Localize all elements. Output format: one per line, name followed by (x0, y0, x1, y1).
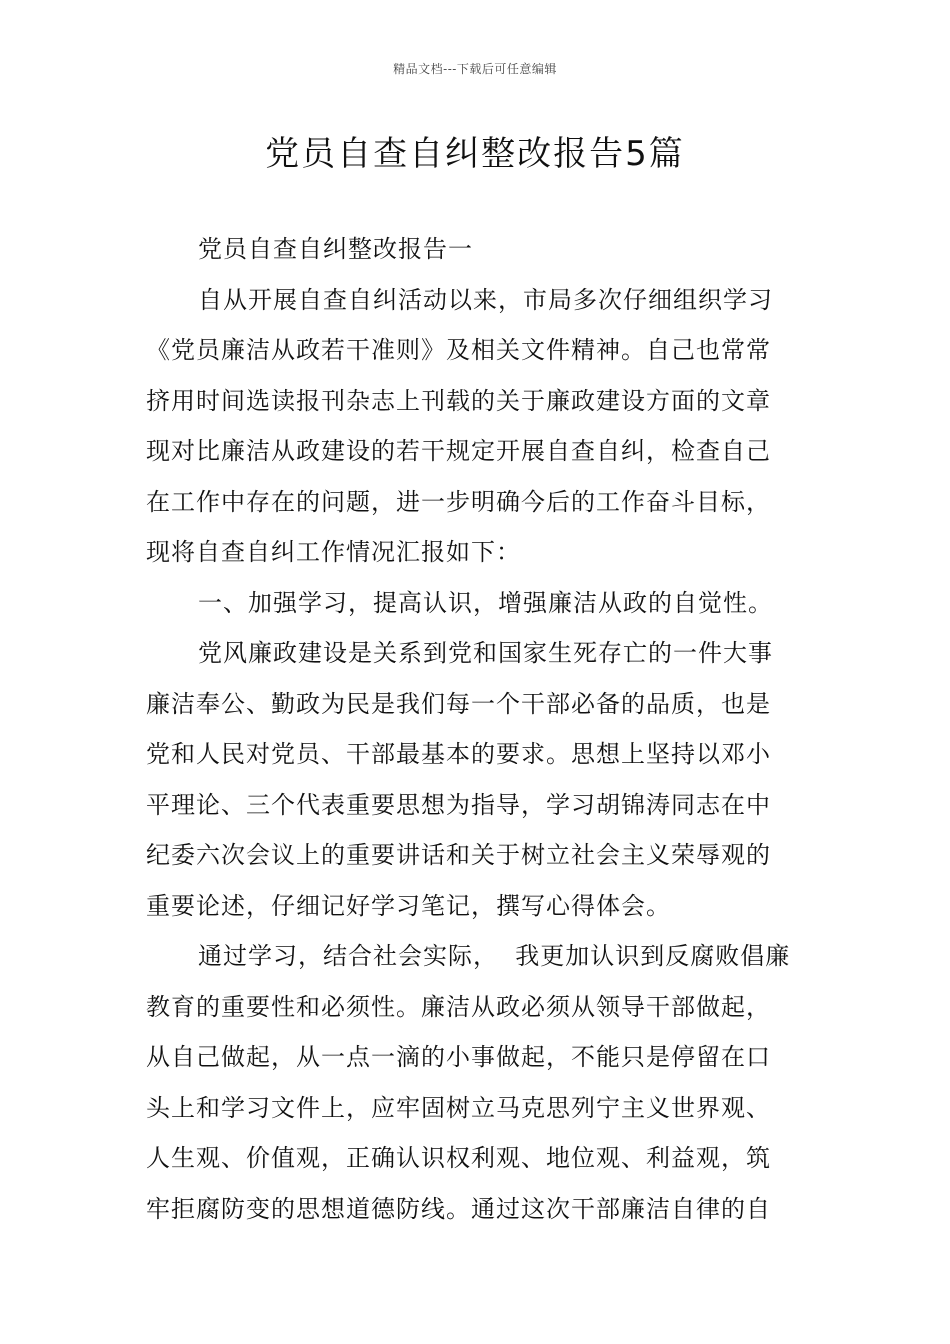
body-line: 头上和学习文件上，应牢固树立马克思列宁主义世界观、 (146, 1093, 771, 1122)
header-note: 精品文档---下载后可任意编辑 (393, 62, 557, 76)
section-heading: 党员自查自纠整改报告一 (198, 235, 473, 263)
body-line: 自从开展自查自纠活动以来，市局多次仔细组织学习 (198, 285, 773, 314)
body-line: 通过学习，结合社会实际， 我更加认识到反腐败倡廉 (198, 942, 791, 970)
body-line: 现将自查自纠工作情况汇报如下： (146, 538, 521, 566)
body-line: 纪委六次会议上的重要讲话和关于树立社会主义荣辱观的 (146, 841, 771, 869)
body-line: 教育的重要性和必须性。廉洁从政必须从领导干部做起， (146, 992, 771, 1021)
body-line: 党风廉政建设是关系到党和国家生死存亡的一件大事 (198, 639, 773, 667)
body-line: 在工作中存在的问题，进一步明确今后的工作奋斗目标， (146, 487, 771, 516)
body-line: 牢拒腐防变的思想道德防线。通过这次干部廉洁自律的自 (146, 1194, 771, 1223)
body-line: 从自己做起，从一点一滴的小事做起，不能只是停留在口 (146, 1043, 771, 1071)
document-body (146, 224, 806, 1234)
document-title: 党员自查自纠整改报告5篇 (265, 134, 685, 174)
body-line: 人生观、价值观，正确认识权利观、地位观、利益观，筑 (146, 1144, 771, 1172)
body-line: 重要论述，仔细记好学习笔记，撰写心得体会。 (146, 891, 671, 920)
body-line: 党和人民对党员、干部最基本的要求。思想上坚持以邓小 (146, 740, 771, 768)
body-line: 《党员廉洁从政若干准则》及相关文件精神。自己也常常 (146, 336, 771, 364)
body-line: 挤用时间选读报刊杂志上刊载的关于廉政建设方面的文章 (146, 386, 771, 415)
body-line: 现对比廉洁从政建设的若干规定开展自查自纠，检查自己 (146, 437, 771, 465)
body-line: 廉洁奉公、勤政为民是我们每一个干部必备的品质，也是 (146, 689, 771, 718)
subsection-heading: 一、加强学习，提高认识，增强廉洁从政的自觉性。 (198, 588, 773, 617)
body-line: 平理论、三个代表重要思想为指导，学习胡锦涛同志在中 (146, 790, 771, 819)
